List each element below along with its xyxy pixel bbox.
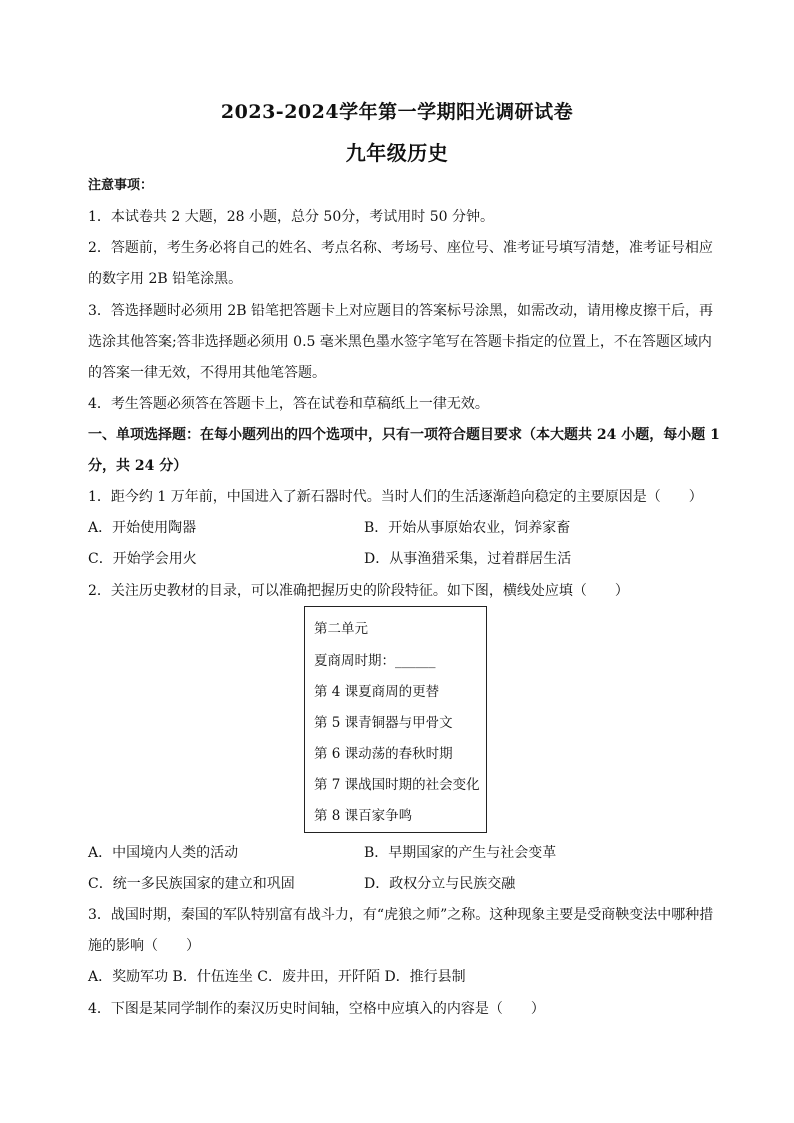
question-1-stem: 1．距今约 1 万年前，中国进入了新石器时代。当时人们的生活逐渐趋向稳定的主要原因是（ ） <box>88 489 703 505</box>
note-item: 的数字用 2B 铅笔涂黑。 <box>88 271 243 287</box>
section-heading-cont: 分，共 24 分） <box>88 458 188 474</box>
toc-line: 第二单元 <box>314 621 368 637</box>
question-1-option-b: B．开始从事原始农业，饲养家畜 <box>364 520 571 536</box>
question-1-option-d: D．从事渔猎采集，过着群居生活 <box>364 551 572 567</box>
exam-title: 2023-2024学年第一学期阳光调研试卷 <box>220 101 574 123</box>
note-item: 3．答选择题时必须用 2B 铅笔把答题卡上对应题目的答案标号涂黑，如需改动，请用橡皮擦干后，再 <box>88 303 714 319</box>
question-3-stem: 3．战国时期，秦国的军队特别富有战斗力，有“虎狼之师”之称。这种现象主要是受商鞅变法中哪种措 <box>88 907 714 923</box>
toc-line: 第 8 课百家争鸣 <box>314 808 413 824</box>
question-1-option-c: C．开始学会用火 <box>88 551 197 567</box>
section-heading: 一、单项选择题：在每小题列出的四个选项中，只有一项符合题目要求（本大题共 24 小题，每小题 1 <box>88 427 720 443</box>
note-item: 1．本试卷共 2 大题，28 小题，总分 50分，考试用时 50 分钟。 <box>88 209 494 225</box>
toc-line: 夏商周时期：______ <box>314 653 436 669</box>
question-1-option-a: A．开始使用陶器 <box>88 520 197 536</box>
question-4-stem: 4．下图是某同学制作的秦汉历史时间轴，空格中应填入的内容是（ ） <box>88 1001 545 1017</box>
question-2-option-b: B．早期国家的产生与社会变革 <box>364 845 557 861</box>
note-item: 2．答题前，考生务必将自己的姓名、考点名称、考场号、座位号、准考证号填写清楚，准考证号相应 <box>88 240 713 256</box>
question-2-option-d: D．政权分立与民族交融 <box>364 876 516 892</box>
question-2-option-a: A．中国境内人类的活动 <box>88 845 239 861</box>
note-item: 选涂其他答案;答非选择题必须用 0.5 毫米黑色墨水签字笔写在答题卡指定的位置上，不在答题区域内 <box>88 334 712 350</box>
question-3-stem-cont: 施的影响（ ） <box>88 938 200 954</box>
toc-line: 第 6 课动荡的春秋时期 <box>314 746 453 762</box>
note-item: 的答案一律无效，不得用其他笔答题。 <box>88 365 326 381</box>
question-3-options: A．奖励军功 B．什伍连坐 C．废井田，开阡陌 D．推行县制 <box>88 969 466 985</box>
toc-line: 第 7 课战国时期的社会变化 <box>314 777 480 793</box>
question-2-stem: 2．关注历史教材的目录，可以准确把握历史的阶段特征。如下图，横线处应填（ ） <box>88 583 629 599</box>
question-2-option-c: C．统一多民族国家的建立和巩固 <box>88 876 295 892</box>
note-item: 4．考生答题必须答在答题卡上，答在试卷和草稿纸上一律无效。 <box>88 396 489 412</box>
notes-heading: 注意事项： <box>88 178 154 193</box>
toc-line: 第 5 课青铜器与甲骨文 <box>314 715 453 731</box>
toc-line: 第 4 课夏商周的更替 <box>314 684 440 700</box>
table-of-contents-box <box>304 606 487 833</box>
exam-subject: 九年级历史 <box>345 141 449 165</box>
